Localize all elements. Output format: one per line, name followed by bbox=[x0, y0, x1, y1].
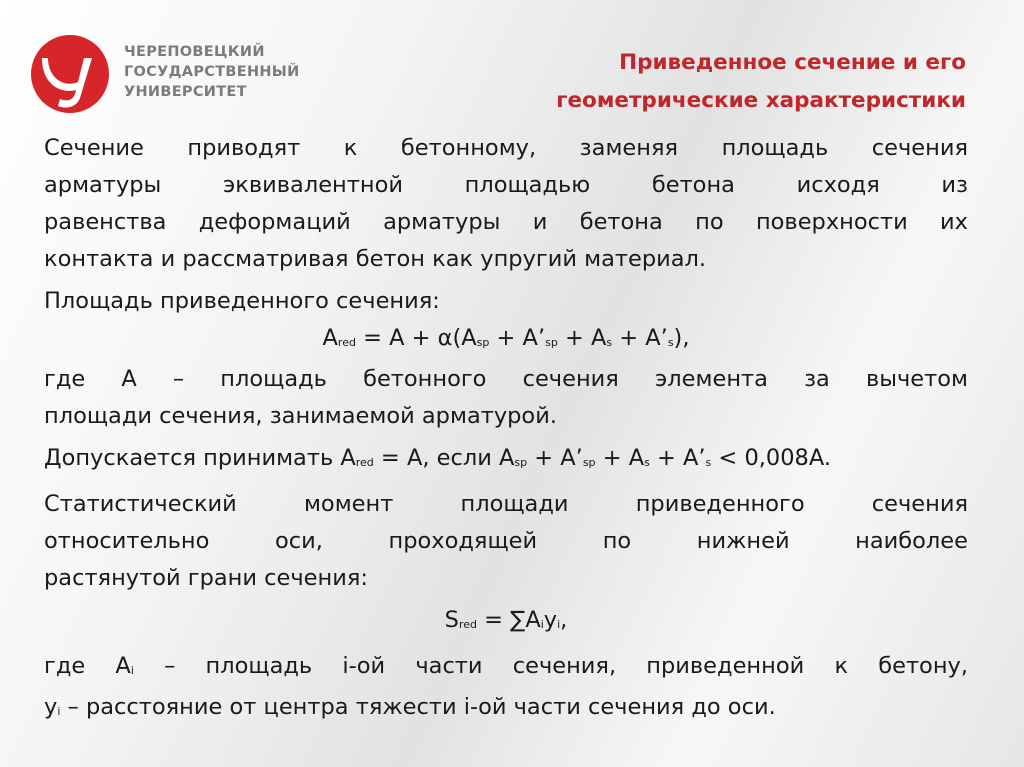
formula-text: + A’ bbox=[612, 325, 668, 351]
paragraph-line: площади сечения, занимаемой арматурой. bbox=[44, 403, 557, 429]
paragraph-static-moment bbox=[44, 486, 968, 597]
formula-text: y bbox=[543, 607, 558, 633]
formula-subscript: s bbox=[705, 456, 712, 469]
slide-header bbox=[0, 0, 1024, 130]
paragraph-line: Сечение приводят к бетонному, заменяя площадь сечения bbox=[44, 135, 968, 161]
slide-title bbox=[446, 44, 966, 120]
paragraph-line: арматуры эквивалентной площадью бетона исходя из bbox=[44, 172, 968, 198]
formula-subscript: s bbox=[667, 336, 674, 349]
formula-text: = A + α(A bbox=[355, 325, 477, 351]
formula-text: + A bbox=[557, 325, 607, 351]
paragraph-text: < 0,008A. bbox=[711, 445, 831, 471]
formula-subscript: sp bbox=[545, 336, 558, 349]
paragraph-line: растянутой грани сечения: bbox=[44, 565, 368, 591]
paragraph-text: + A’ bbox=[649, 445, 706, 471]
formula-subscript: red bbox=[337, 336, 356, 349]
formula-subscript: red bbox=[458, 618, 477, 631]
formula-subscript: sp bbox=[582, 456, 596, 469]
paragraph-text: где A bbox=[44, 653, 131, 679]
paragraph-line: контакта и рассматривая бетон как упругий материал. bbox=[44, 246, 707, 272]
paragraph-line: где А – площадь бетонного сечения элемента за вычетом bbox=[44, 366, 968, 392]
formula-text: A bbox=[322, 325, 338, 351]
formula-subscript: red bbox=[355, 456, 374, 469]
formula-text: + A’ bbox=[489, 325, 546, 351]
paragraph-line bbox=[44, 648, 968, 689]
formula-text: S bbox=[444, 607, 459, 633]
paragraph-text: – площадь i-ой части сечения, приведенной к бетону, bbox=[133, 653, 968, 679]
formula-reduced-area bbox=[44, 320, 968, 361]
formula-text: ), bbox=[673, 325, 690, 351]
formula-subscript: s bbox=[644, 456, 650, 469]
formula-subscript: i bbox=[57, 705, 61, 718]
paragraph-line: равенства деформаций арматуры и бетона по поверхности их bbox=[44, 209, 968, 235]
paragraph-line bbox=[44, 689, 968, 730]
paragraph-line: относительно оси, проходящей по нижней наиболее bbox=[44, 528, 968, 554]
paragraph-text: + A bbox=[595, 445, 645, 471]
formula-static-moment bbox=[44, 602, 968, 643]
slide-body bbox=[44, 130, 968, 730]
university-name-line3: УНИВЕРСИТЕТ bbox=[124, 84, 247, 100]
formula-subscript: i bbox=[130, 664, 134, 677]
formula-text: , bbox=[560, 607, 568, 633]
paragraph-where-a bbox=[44, 361, 968, 435]
formula-subscript: sp bbox=[514, 456, 528, 469]
university-name-line2: ГОСУДАРСТВЕННЫЙ bbox=[124, 64, 300, 80]
formula-subscript: i bbox=[557, 618, 561, 631]
university-logo-icon bbox=[30, 34, 110, 114]
paragraph-allowance bbox=[44, 440, 968, 481]
formula-subscript: sp bbox=[476, 336, 490, 349]
paragraph-text: = A, если A bbox=[373, 445, 515, 471]
university-name bbox=[124, 42, 300, 102]
paragraph-text: Допускается принимать A bbox=[44, 445, 356, 471]
formula-text: = ∑A bbox=[477, 607, 541, 633]
paragraph-definition bbox=[44, 130, 968, 278]
paragraph-text: y bbox=[44, 694, 58, 720]
formula-subscript: i bbox=[540, 618, 544, 631]
paragraph-area-heading: Площадь приведенного сечения: bbox=[44, 288, 440, 314]
paragraph-line: Статистический момент площади приведенного сечения bbox=[44, 491, 968, 517]
paragraph-text: + A’ bbox=[527, 445, 583, 471]
formula-subscript: s bbox=[606, 336, 613, 349]
slide-title-line1: Приведенное сечение и его bbox=[619, 50, 966, 75]
slide-title-line2: геометрические характеристики bbox=[556, 88, 966, 113]
university-name-line1: ЧЕРЕПОВЕЦКИЙ bbox=[124, 44, 265, 60]
paragraph-text: – расстояние от центра тяжести i-ой части сечения до оси. bbox=[60, 694, 776, 720]
paragraph-where-ai bbox=[44, 648, 968, 730]
